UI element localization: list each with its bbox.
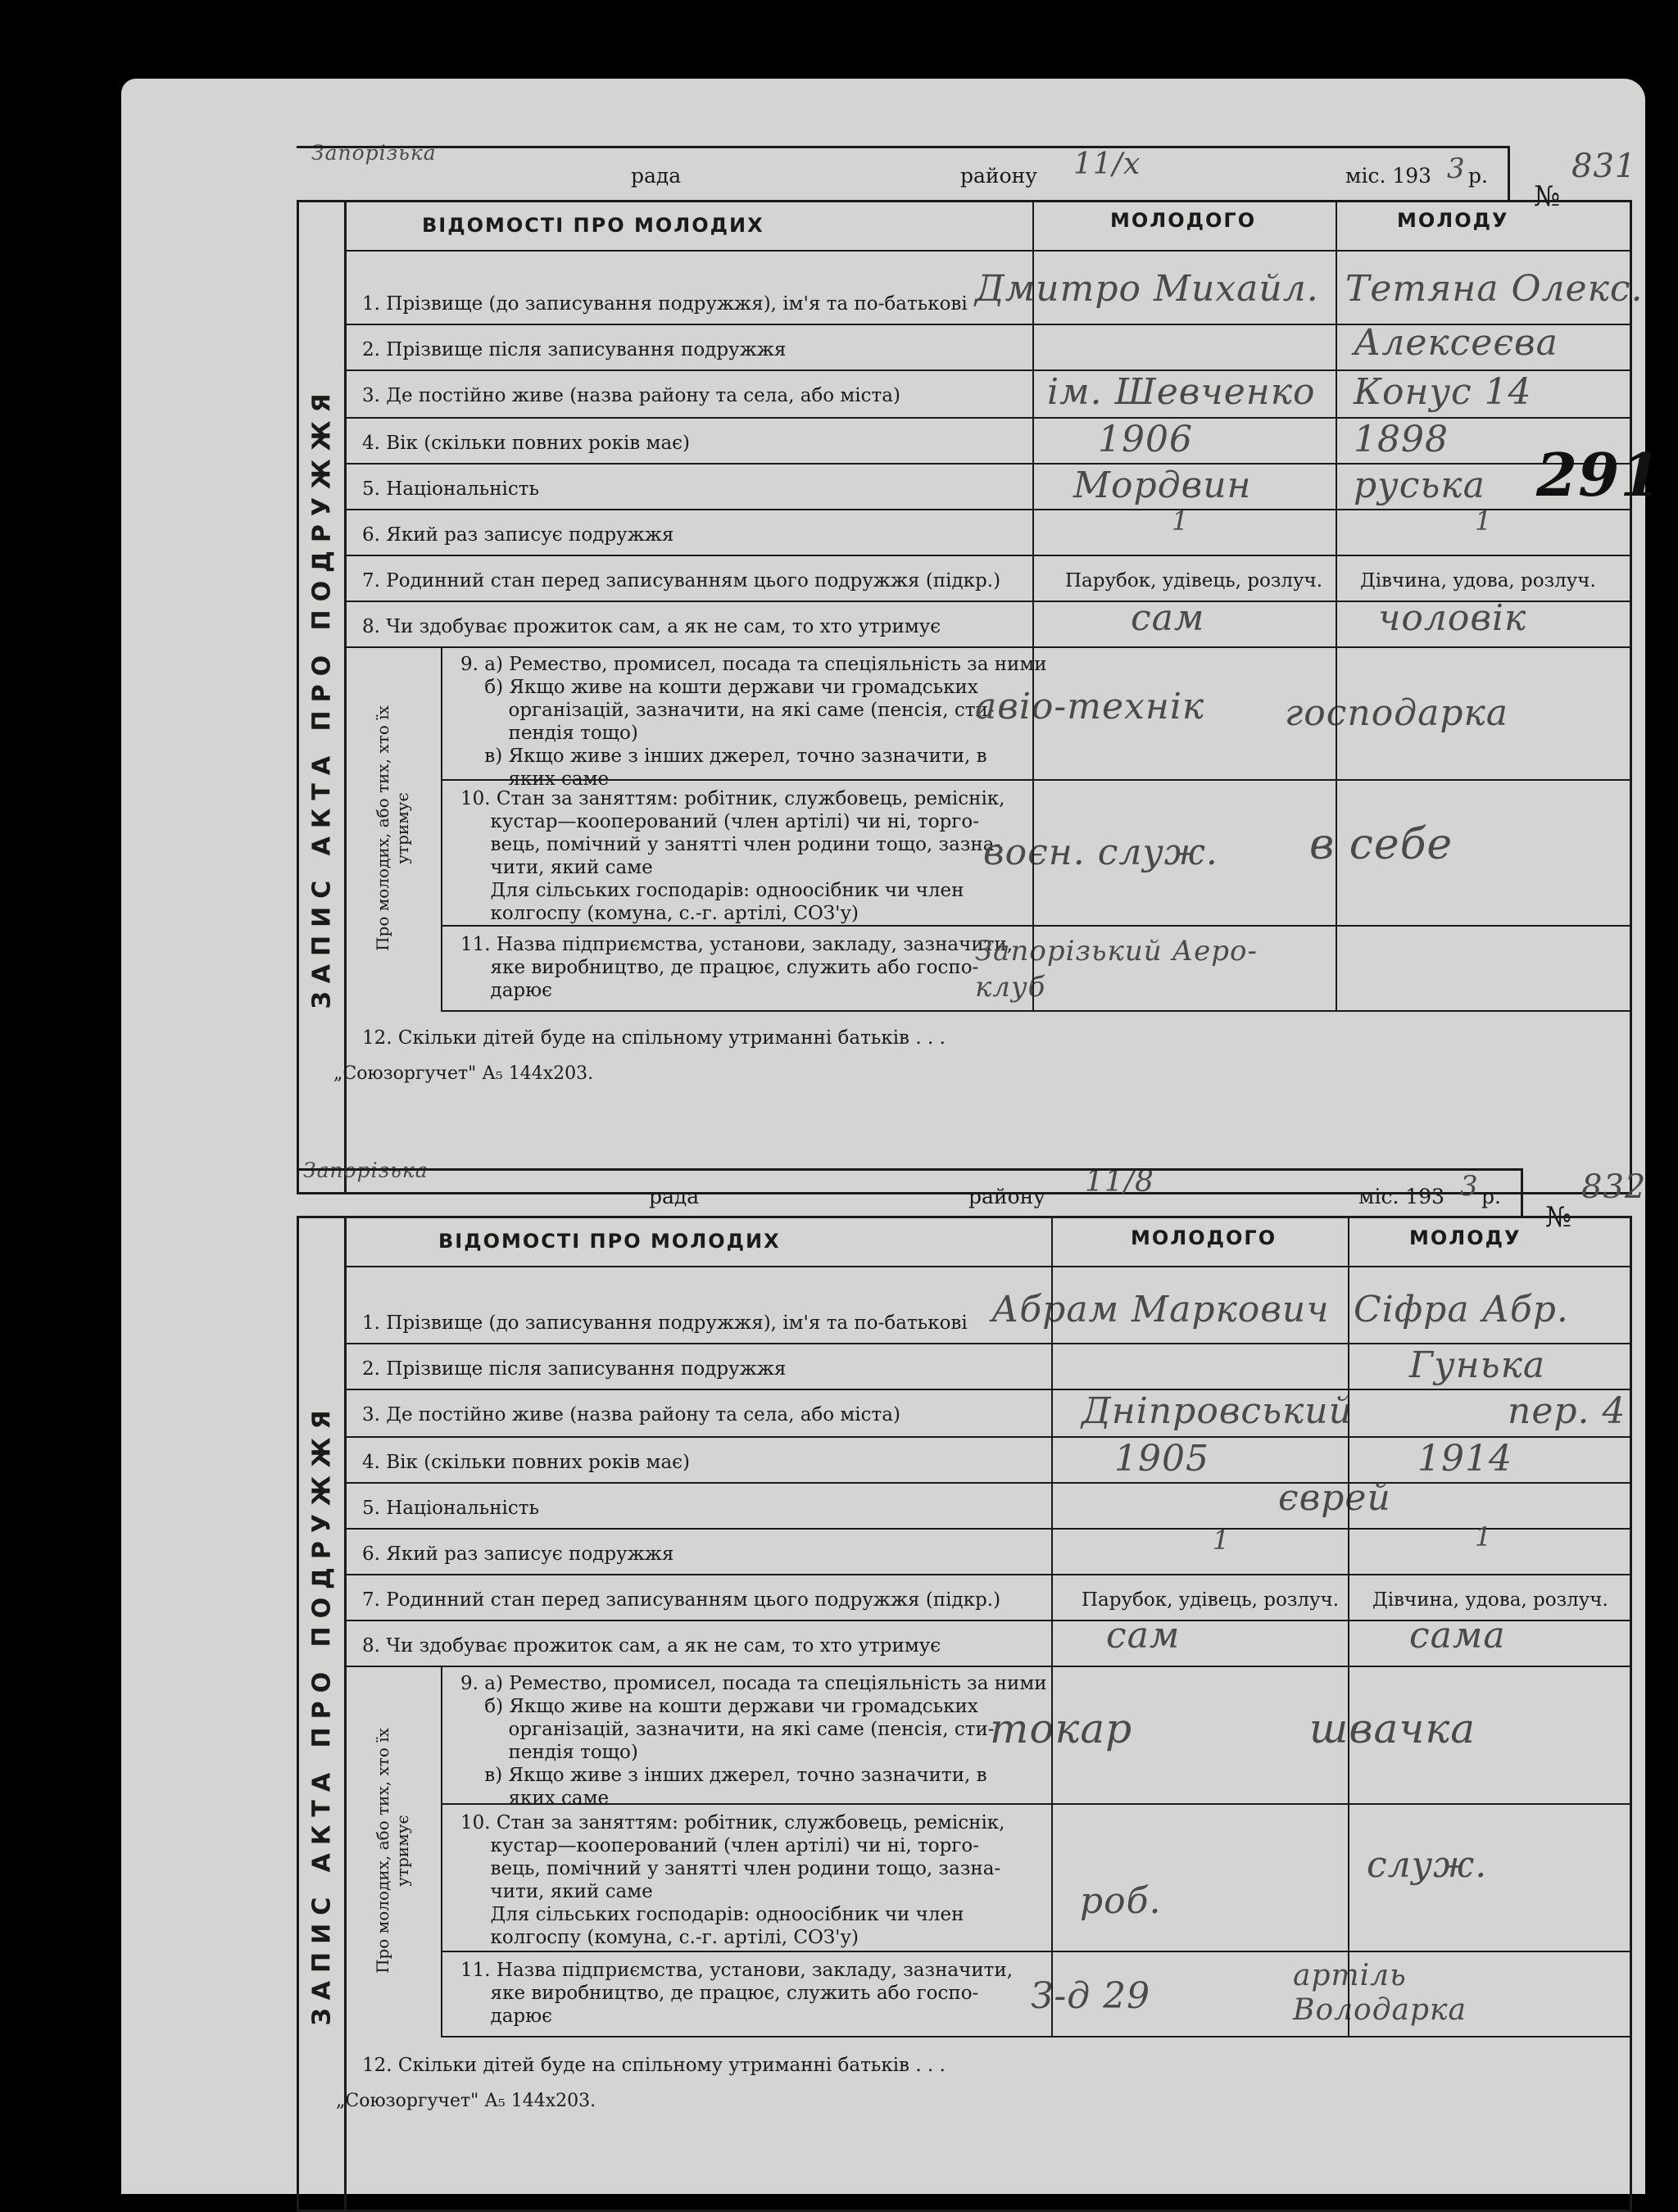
row-label: 1. Прізвище (до записування подружжя), ім'я та по-батькові bbox=[362, 1312, 968, 1334]
month-label: міс. 193 bbox=[1345, 164, 1432, 188]
table-row bbox=[441, 1666, 1630, 1809]
number-label: № bbox=[1534, 180, 1561, 213]
bride-marital-options: Дівчина, удова, розлуч. bbox=[1360, 570, 1596, 592]
bride-column-header: МОЛОДУ bbox=[1397, 209, 1509, 232]
number-handwritten: 831 bbox=[1571, 147, 1637, 185]
district-label: району bbox=[960, 164, 1037, 188]
row-label: 2. Прізвище після записування подружжя bbox=[362, 1358, 787, 1380]
bride-value: в себе bbox=[1309, 820, 1454, 869]
groom-value: Запорізький Аеро-клуб bbox=[975, 935, 1258, 1004]
header-divider bbox=[1508, 146, 1510, 202]
table-row bbox=[441, 779, 1630, 927]
groom-column-header: МОЛОДОГО bbox=[1131, 1226, 1277, 1249]
groom-value: 1 bbox=[1213, 1525, 1231, 1556]
side-title-column bbox=[299, 202, 347, 1192]
table-row bbox=[344, 324, 1630, 371]
row-label: 1. Прізвище (до записування подружжя), ім'я та по-батькові bbox=[362, 293, 968, 315]
groom-value: сам bbox=[1106, 1615, 1181, 1657]
table-row bbox=[441, 1803, 1630, 1952]
side-title: ЗАПИС АКТА ПРО ПОДРУЖЖЯ bbox=[307, 385, 336, 1009]
sub-side-title-column bbox=[344, 646, 442, 1010]
row-label: 7. Родинний стан перед записуванням цього подружжя (підкр.) bbox=[362, 1589, 1001, 1611]
bride-value: Сіфра Абр. bbox=[1354, 1289, 1569, 1330]
groom-marital-options: Парубок, удівець, розлуч. bbox=[1065, 570, 1323, 592]
form-footer: „Союзоргучет" А₅ 144x203. bbox=[333, 1063, 594, 1084]
bride-value: 1914 bbox=[1417, 1438, 1512, 1480]
table-row bbox=[441, 925, 1630, 1012]
year-handwritten: 3 bbox=[1460, 1170, 1479, 1203]
bride-value: артіль Володарка bbox=[1293, 1959, 1467, 2027]
form-footer: „Союзоргучет" А₅ 144x203. bbox=[336, 2091, 596, 2111]
row-label: 5. Національність bbox=[362, 1498, 540, 1519]
table-rows bbox=[344, 1218, 1630, 2210]
groom-value: З-д 29 bbox=[1031, 1975, 1151, 2017]
row-label: 2. Прізвище після записування подружжя bbox=[362, 339, 787, 360]
row-label: 6. Який раз записує подружжя bbox=[362, 1543, 674, 1565]
groom-value: авіо-технік bbox=[975, 686, 1205, 728]
row-label: 10. Стан за заняттям: робітник, службовець, реміснік, кустар—кооперований (член артілі) чи ні, торго- вець, помічний у занятті член родини тощо, зазна- чити, який саме Для сільських господарів: одноосібник чи член колгоспу (комуна, с.-г. артілі, СОЗ'у) bbox=[460, 1812, 1005, 1948]
side-title-column bbox=[299, 1218, 347, 2210]
row-label: 9. а) Ремество, промисел, посада та спеціяльність за ними б) Якщо живе на кошти держави чи громадських організацій, зазначити, на які саме (пенсія, сти- пендія тощо) в) Якщо живе з інших джерел, точно зазначити, в яких саме bbox=[460, 1673, 1047, 1809]
row-label: 10. Стан за заняттям: робітник, службовець, реміснік, кустар—кооперований (член артілі) чи ні, торго- вець, помічний у занятті член родини тощо, зазна- чити, який саме Для сільських господарів: одноосібник чи член колгоспу (комуна, с.-г. артілі, СОЗ'у) bbox=[460, 788, 1005, 924]
groom-value: Дмитро Михайл. bbox=[975, 268, 1319, 310]
number-handwritten: 832 bbox=[1581, 1168, 1647, 1206]
district-handwritten: 11/x bbox=[1073, 147, 1141, 181]
bride-value: пер. 4 bbox=[1508, 1390, 1626, 1432]
groom-value: Дніпровський bbox=[1082, 1390, 1353, 1432]
row-label: 7. Родинний стан перед записуванням цього подружжя (підкр.) bbox=[362, 570, 1001, 592]
table-row bbox=[344, 369, 1630, 419]
sub-side-title: Про молодих, або тих, хто їх утримує bbox=[373, 705, 412, 951]
table-row bbox=[344, 1615, 1630, 1667]
groom-value: Мордвин bbox=[1073, 465, 1252, 506]
header-border bbox=[297, 146, 1508, 204]
bride-marital-options: Дівчина, удова, розлуч. bbox=[1372, 1589, 1608, 1611]
bride-value: 1 bbox=[1475, 1521, 1493, 1552]
table-row bbox=[344, 250, 1644, 325]
bride-value: господарка bbox=[1285, 692, 1508, 734]
row-label: 4. Вік (скільки повних років має) bbox=[362, 1452, 691, 1473]
table-row bbox=[344, 1389, 1630, 1438]
year-suffix: р. bbox=[1468, 164, 1488, 188]
council-handwritten: Запорізька bbox=[303, 1158, 429, 1182]
info-column-header: ВІДОМОСТІ ПРО МОЛОДИХ bbox=[438, 1230, 781, 1253]
row-label: 3. Де постійно живе (назва району та села, або міста) bbox=[362, 385, 900, 406]
bride-value: Алексеєва bbox=[1354, 322, 1558, 364]
column-divider bbox=[1336, 202, 1337, 1010]
column-header-row bbox=[344, 202, 1630, 252]
row-label: 11. Назва підприємства, установи, закладу, зазначити, яке виробництво, де працює, служить або госпо- дарює bbox=[460, 934, 1014, 1001]
number-label: № bbox=[1545, 1201, 1572, 1234]
table-row bbox=[441, 646, 1630, 790]
bride-column-header: МОЛОДУ bbox=[1409, 1226, 1522, 1249]
row-label: 11. Назва підприємства, установи, закладу, зазначити, яке виробництво, де працює, служить або госпо- дарює bbox=[460, 1960, 1014, 2027]
groom-value: 1905 bbox=[1114, 1438, 1209, 1480]
groom-value: 1906 bbox=[1098, 419, 1193, 460]
bride-value: служ. bbox=[1367, 1844, 1488, 1886]
bride-value: Конус 14 bbox=[1354, 371, 1532, 413]
bride-value: 1 bbox=[1475, 505, 1493, 537]
column-divider bbox=[1348, 1218, 1349, 2036]
table-row bbox=[344, 417, 1630, 465]
sub-side-title: Про молодих, або тих, хто їх утримує bbox=[373, 1728, 412, 1974]
row-label: 12. Скільки дітей буде на спільному утриманні батьків . . . bbox=[362, 2055, 946, 2076]
table-row bbox=[344, 1436, 1630, 1484]
groom-value: єврей bbox=[1278, 1477, 1391, 1519]
district-label: району bbox=[968, 1185, 1045, 1208]
row-label: 8. Чи здобуває прожиток сам, а як не сам, то хто утримує bbox=[362, 616, 941, 637]
row-label: 8. Чи здобуває прожиток сам, а як не сам, то хто утримує bbox=[362, 1635, 941, 1657]
row-label: 5. Національність bbox=[362, 478, 540, 500]
table-row bbox=[344, 1343, 1630, 1390]
council-label: рада bbox=[631, 164, 682, 188]
bride-value: Тетяна Олекс. bbox=[1345, 268, 1644, 310]
header-divider bbox=[1521, 1168, 1523, 1217]
table-row bbox=[344, 1266, 1630, 1344]
table-row bbox=[344, 555, 1630, 602]
month-label: міс. 193 bbox=[1358, 1185, 1445, 1208]
groom-value: 1 bbox=[1172, 505, 1190, 537]
council-handwritten: Запорізька bbox=[311, 141, 437, 165]
header-border bbox=[297, 1168, 1521, 1220]
groom-value: ім. Шевченко bbox=[1047, 371, 1316, 413]
groom-value: Абрам Маркович bbox=[991, 1289, 1330, 1330]
table-row bbox=[441, 1951, 1630, 2037]
row-label: 9. а) Ремество, промисел, посада та спеціяльність за ними б) Якщо живе на кошти держави чи громадських організацій, зазначити, на які саме (пенсія, сти- пендія тощо) в) Якщо живе з інших джерел, точно зазначити, в яких саме bbox=[460, 654, 1047, 790]
column-header-row bbox=[344, 1218, 1630, 1267]
bride-value: чоловік bbox=[1378, 597, 1527, 639]
bride-value: швачка bbox=[1309, 1705, 1476, 1752]
district-handwritten: 11/8 bbox=[1085, 1165, 1154, 1199]
table-row bbox=[344, 505, 1630, 556]
bride-value: 1898 bbox=[1354, 419, 1449, 460]
groom-column-header: МОЛОДОГО bbox=[1110, 209, 1257, 232]
groom-value: роб. bbox=[1080, 1880, 1162, 1922]
council-label: рада bbox=[649, 1185, 700, 1208]
groom-marital-options: Парубок, удівець, розлуч. bbox=[1082, 1589, 1340, 1611]
table-row bbox=[344, 597, 1630, 648]
form-table bbox=[297, 200, 1662, 1194]
table-row bbox=[344, 1521, 1630, 1575]
year-suffix: р. bbox=[1481, 1185, 1501, 1208]
bride-value: Гунька bbox=[1409, 1344, 1546, 1386]
info-column-header: ВІДОМОСТІ ПРО МОЛОДИХ bbox=[422, 214, 764, 237]
groom-value: токар bbox=[990, 1705, 1133, 1752]
groom-value: сам bbox=[1131, 597, 1205, 639]
table-row bbox=[344, 1477, 1630, 1530]
column-divider bbox=[1051, 1218, 1053, 2036]
side-title: ЗАПИС АКТА ПРО ПОДРУЖЖЯ bbox=[307, 1402, 336, 2026]
sub-side-title-column bbox=[344, 1666, 442, 2036]
bride-value: руська bbox=[1354, 465, 1485, 506]
groom-value: воєн. служ. bbox=[983, 832, 1218, 873]
column-divider bbox=[1032, 202, 1034, 1010]
row-label: 4. Вік (скільки повних років має) bbox=[362, 433, 691, 454]
row-label: 3. Де постійно живе (назва району та села, або міста) bbox=[362, 1404, 900, 1426]
table-row bbox=[344, 463, 1630, 510]
row-label: 6. Який раз записує подружжя bbox=[362, 524, 674, 546]
bride-value: сама bbox=[1409, 1615, 1506, 1657]
row-label: 12. Скільки дітей буде на спільному утриманні батьків . . . bbox=[362, 1027, 946, 1049]
form-table bbox=[297, 1216, 1632, 2212]
stamp-number: 291 bbox=[1536, 440, 1662, 510]
year-handwritten: 3 bbox=[1447, 152, 1466, 185]
